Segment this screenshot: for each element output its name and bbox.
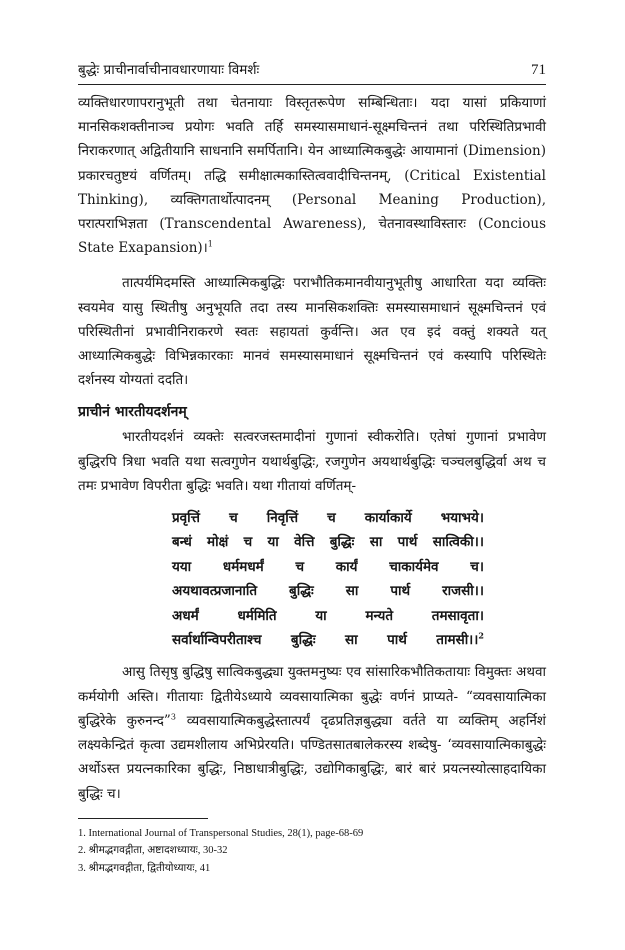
- footnote-ref-2: 2: [478, 630, 484, 641]
- verse-line-1: प्रवृत्तिं च निवृत्तिं च कार्याकार्ये भयाभये।: [172, 510, 484, 527]
- section-heading: प्राचीनं भारतीयदर्शनम्: [78, 404, 187, 421]
- verse-line-3: यया धर्ममधर्मं च कार्यं चाकार्यमेव च।: [172, 558, 484, 575]
- footnote-separator: [78, 818, 208, 819]
- gita-verse-block: [172, 506, 484, 652]
- footnote-ref-3: 3: [170, 712, 176, 722]
- running-title: बुद्धेः प्राचीनार्वाचीनावधारणायाः विमर्शः: [78, 62, 260, 78]
- paragraph-text-b: व्यवसायात्मिकबुद्धेस्तात्पर्यं दृढप्रतिज्ञबुद्ध्या वर्तते या व्यक्तिम् अहर्निशं लक्ष्यकेन्द्रितं कृत्वा उद्यमशीलाय अभिप्रेरयति। पण्डितसातबालेकरस्य शब्देषु- ‘व्यवसायात्मिकाबुद्धेः अर्थोऽस्त प्रयत्नकारिका बुद्धिः, निष्ठाधात्रीबुद्धिः, उद्योगिकाबुद्धिः, बारं बारं प्रयत्नस्योत्साहदायिका बुद्धिः च।: [78, 712, 546, 802]
- verse-line-5: अधर्मं धर्ममिति या मन्यते तमसावृता।: [172, 607, 484, 624]
- verse-line-4: अयथावत्प्रजानाति बुद्धिः सा पार्थ राजसी।।: [172, 583, 484, 600]
- paragraph-dimensions: [78, 91, 546, 260]
- verse-line-6-text: सर्वार्थान्विपरीताश्च बुद्धिः सा पार्थ तामसी।।: [172, 632, 479, 649]
- footnote-3: 3. श्रीमद्भगवद्गीता, द्वितीयोध्यायः, 41: [78, 862, 211, 874]
- footnotes: [78, 825, 546, 878]
- paragraph-text-a: आसु तिसृषु बुद्धिषु सात्विकबुद्ध्या युक्तमनुष्यः एव सांसारिकभौतिकतायाः विमुक्तः अथवा कर्मयोगी अस्ति। गीतायाः द्वितीयेऽध्याये व्यवसायात्मिका बुद्धेः वर्णनं प्राप्यते- “व्यवसायात्मिका बुद्धिरेके कुरुनन्द”: [78, 664, 546, 729]
- running-header: [78, 60, 546, 85]
- paragraph-summary: तात्पर्यमिदमस्ति आध्यात्मिकबुद्धिः पराभौतिकमानवीयानुभूतीषु आधारिता यदा व्यक्तिः स्वयमेव यासु स्थितीषु अनुभूयति तदा तस्य मानसिकशक्तिः समस्यासमाधानं सूक्ष्मचिन्तनं एवं परिस्थितीनां प्रभावीनिराकरणे स्वतः सहायतां कुर्वन्ति। अत एव इदं वक्तुं शक्यते यत् आध्यात्मिकबुद्धेः विभिन्नकारकाः मानवं समस्यासमाधानं सूक्ष्मचिन्तनं एवं कस्यापि परिस्थितेः दर्शनस्य योग्यतां ददति।: [78, 275, 546, 389]
- footnote-2: 2. श्रीमद्भगवद्गीता, अष्टादशध्यायः, 30-32: [78, 845, 228, 857]
- verse-line-6: [172, 628, 484, 652]
- paragraph-indian-philosophy: भारतीयदर्शनं व्यक्तेः सत्वरजस्तमादीनां गुणानां स्वीकरोति। एतेषां गुणानां प्रभावेण बुद्धिरपि त्रिधा भवति यथा सत्वगुणेन यथार्थबुद्धिः, रजगुणेन अयथार्थबुद्धिः चञ्चलबुद्धिर्वा अथ च तमः प्रभावेण विपरीता बुद्धिः भवति। यथा गीतायां वर्णितम्-: [78, 429, 546, 494]
- footnote-1: 1. International Journal of Transpersonal Studies, 28(1), page-68-69: [78, 827, 364, 839]
- verse-line-2: बन्धं मोक्षं च या वेत्ति बुद्धिः सा पार्थ सात्विकी।।: [172, 534, 484, 551]
- page-number: 71: [531, 62, 546, 78]
- paragraph-sattvic: [78, 660, 546, 805]
- document-page: [78, 60, 546, 877]
- footnote-ref-1: 1: [207, 239, 213, 249]
- paragraph-text: व्यक्तिधारणापरानुभूती तथा चेतनायाः विस्तृतरूपेण सम्बिन्धिताः। यदा यासां प्रकियाणां मानसिकशक्तीनाञ्च प्रयोगः भवति तर्हि समस्यासमाधानं-सूक्ष्मचिन्तनं तथा परिस्थितिप्रभावी निराकरणात् अद्वितीयानि साधनानि समर्पितानि। येन आध्यात्मिकबुद्धेः आयामानां (Dimension) प्रकारचतुष्टयं वर्णितम्। तद्धि समीक्षात्मकास्तित्ववादीचिन्तनम्, (Critical Existential Thinking), व्यक्तिगतार्थोत्पादनम् (Personal Meaning Production), परात्पराभिज्ञता (Transcendental Awareness), चेतनावस्थाविस्तारः (Concious State Exapansion)।: [78, 95, 546, 257]
